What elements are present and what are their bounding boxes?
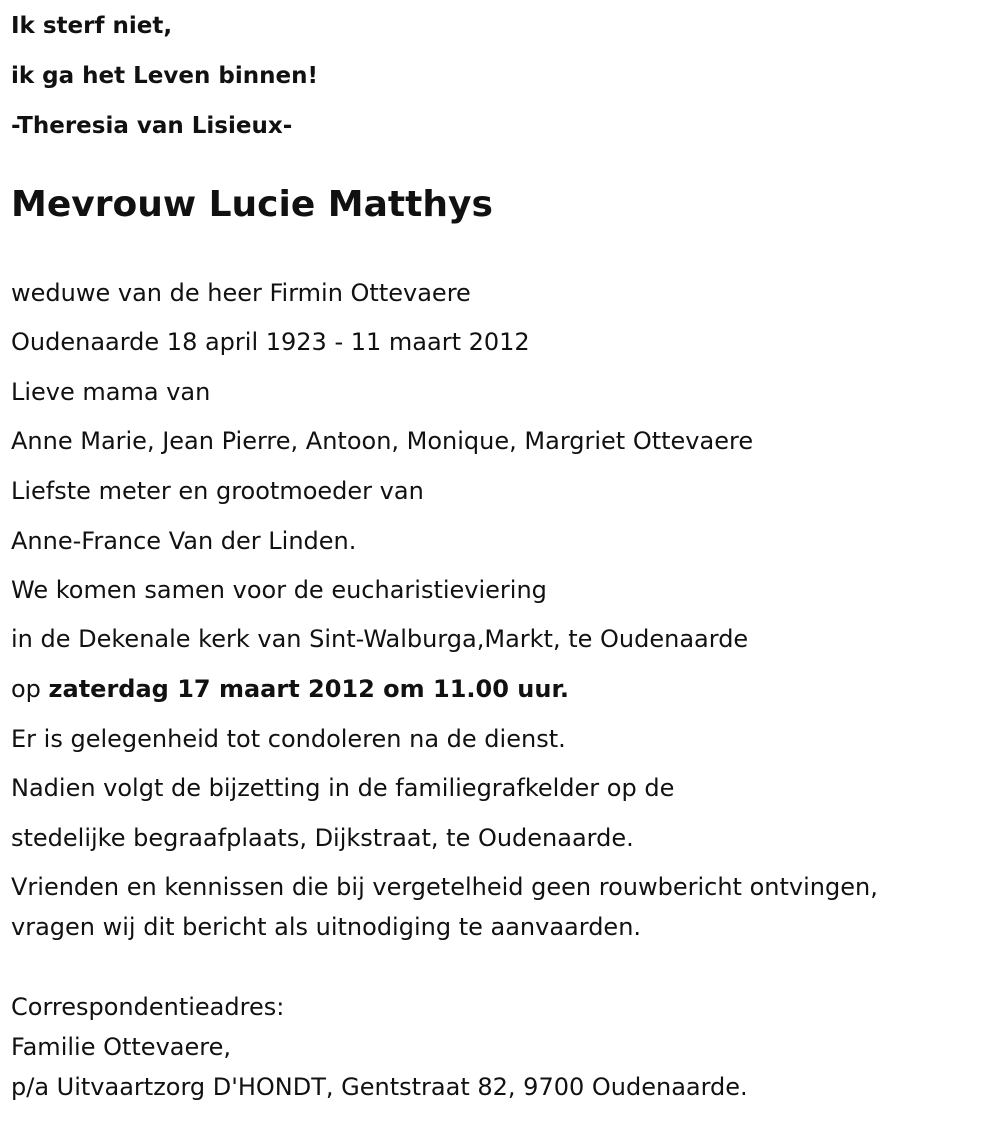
burial-line-2: stedelijke begraafplaats, Dijkstraat, te Oudenaarde. bbox=[11, 824, 634, 852]
quote-line-1: Ik sterf niet, bbox=[11, 13, 173, 39]
correspondence-family: Familie Ottevaere, bbox=[11, 1033, 231, 1061]
quote-attribution: -Theresia van Lisieux- bbox=[11, 113, 293, 139]
condolence-line: Er is gelegenheid tot condoleren na de dienst. bbox=[11, 725, 566, 753]
notice-line-2: vragen wij dit bericht als uitnodiging te aanvaarden. bbox=[11, 913, 642, 941]
burial-line-1: Nadien volgt de bijzetting in de familiegrafkelder op de bbox=[11, 774, 675, 802]
godmother-label: Liefste meter en grootmoeder van bbox=[11, 477, 424, 505]
notice-line-1: Vrienden en kennissen die bij vergetelheid geen rouwbericht ontvingen, bbox=[11, 873, 878, 901]
grandchild-name: Anne-France Van der Linden. bbox=[11, 527, 357, 555]
ceremony-prefix: op bbox=[11, 675, 49, 703]
life-dates-line: Oudenaarde 18 april 1923 - 11 maart 2012 bbox=[11, 328, 530, 356]
correspondence-label: Correspondentieadres: bbox=[11, 993, 285, 1021]
children-names: Anne Marie, Jean Pierre, Antoon, Monique, Margriet Ottevaere bbox=[11, 427, 754, 455]
deceased-name: Mevrouw Lucie Matthys bbox=[11, 184, 493, 225]
ceremony-place: in de Dekenale kerk van Sint-Walburga,Markt, te Oudenaarde bbox=[11, 625, 749, 653]
ceremony-date-line bbox=[11, 674, 569, 704]
correspondence-address: p/a Uitvaartzorg D'HONDT, Gentstraat 82, 9700 Oudenaarde. bbox=[11, 1073, 748, 1101]
mother-of-label: Lieve mama van bbox=[11, 378, 211, 406]
ceremony-datetime: zaterdag 17 maart 2012 om 11.00 uur. bbox=[48, 675, 569, 703]
quote-line-2: ik ga het Leven binnen! bbox=[11, 63, 318, 89]
widow-of-line: weduwe van de heer Firmin Ottevaere bbox=[11, 279, 471, 307]
ceremony-intro: We komen samen voor de eucharistieviering bbox=[11, 576, 547, 604]
